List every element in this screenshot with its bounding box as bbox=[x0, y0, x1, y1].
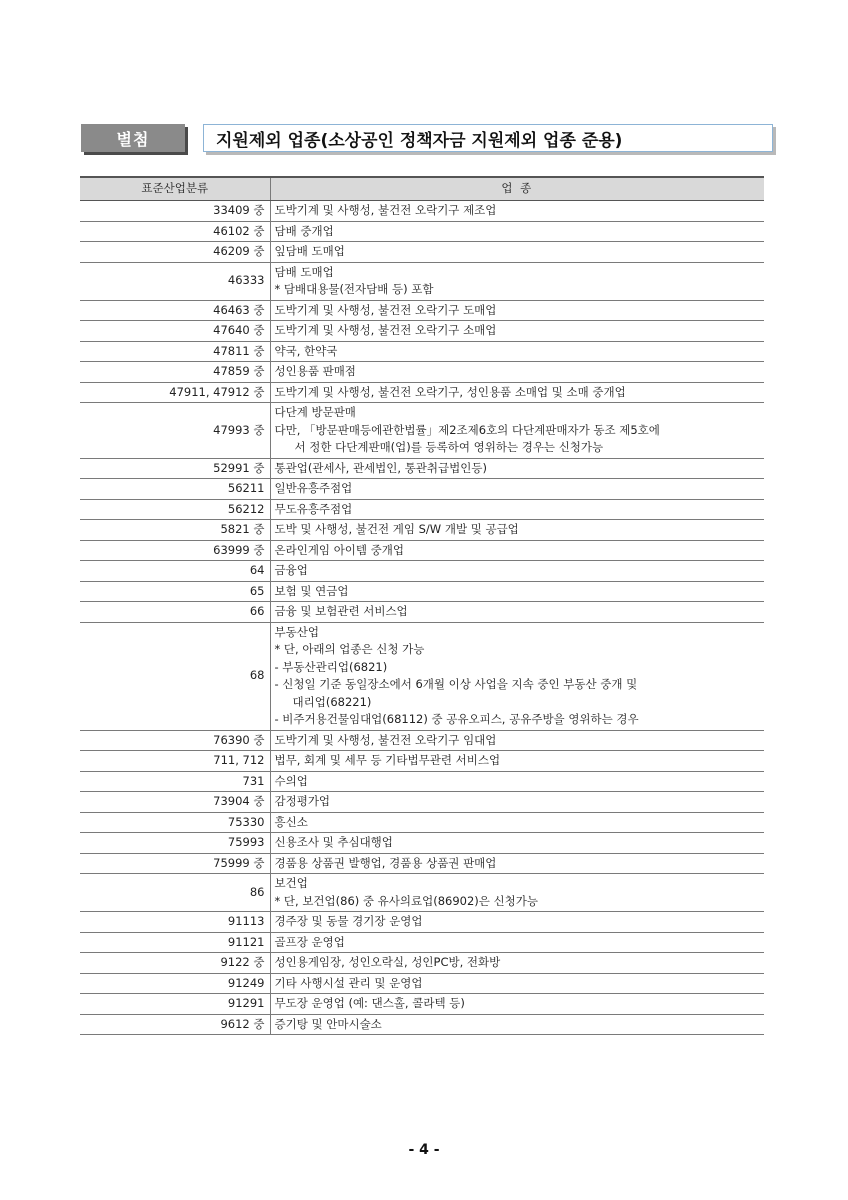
industry-code: 46333 bbox=[80, 262, 270, 300]
industry-code: 91113 bbox=[80, 912, 270, 933]
industry-code: 5821 중 bbox=[80, 520, 270, 541]
table-row bbox=[80, 403, 764, 459]
industry-description bbox=[270, 751, 764, 772]
industry-line: 담배 중개업 bbox=[274, 223, 334, 238]
excluded-industries-table bbox=[80, 176, 764, 1035]
industry-line: 금융업 bbox=[274, 563, 308, 577]
industry-description bbox=[270, 458, 764, 479]
table-row bbox=[80, 382, 764, 403]
industry-code: 46102 중 bbox=[80, 221, 270, 242]
table-row bbox=[80, 221, 764, 242]
industry-description bbox=[270, 812, 764, 833]
industry-code: 91249 bbox=[80, 973, 270, 994]
industry-code: 91291 bbox=[80, 994, 270, 1015]
table-row bbox=[80, 321, 764, 342]
industry-description bbox=[270, 201, 764, 222]
industry-description bbox=[270, 730, 764, 751]
industry-code: 47640 중 bbox=[80, 321, 270, 342]
industry-code: 9612 중 bbox=[80, 1014, 270, 1035]
industry-line: * 담배대용물(전자담배 등) 포함 bbox=[274, 282, 434, 296]
table-row bbox=[80, 912, 764, 933]
industry-line: 증기탕 및 안마시술소 bbox=[274, 1016, 382, 1031]
industry-description bbox=[270, 321, 764, 342]
industry-description bbox=[270, 771, 764, 792]
industry-description bbox=[270, 499, 764, 520]
industry-code: 52991 중 bbox=[80, 458, 270, 479]
industry-description bbox=[270, 932, 764, 953]
industry-description bbox=[270, 262, 764, 300]
industry-description bbox=[270, 382, 764, 403]
industry-line: 신용조사 및 추심대행업 bbox=[274, 835, 393, 849]
industry-line: 도박 및 사행성, 불건전 게임 S/W 개발 및 공급업 bbox=[274, 522, 519, 536]
industry-description bbox=[270, 300, 764, 321]
document-title: 지원제외 업종(소상공인 정책자금 지원제외 업종 준용) bbox=[203, 124, 773, 152]
table-row bbox=[80, 874, 764, 912]
industry-line: 성인용품 판매점 bbox=[274, 364, 356, 378]
industry-line: 성인용게임장, 성인오락실, 성인PC방, 전화방 bbox=[274, 955, 501, 969]
industry-line: 온라인게임 아이템 중개업 bbox=[274, 542, 405, 557]
industry-code: 47993 중 bbox=[80, 403, 270, 459]
industry-code: 47859 중 bbox=[80, 362, 270, 383]
industry-line: 부동산업 bbox=[274, 624, 319, 639]
industry-description bbox=[270, 403, 764, 459]
table-body bbox=[80, 201, 764, 1035]
industry-code: 66 bbox=[80, 602, 270, 623]
industry-line: 법무, 회계 및 세무 등 기타법무관련 서비스업 bbox=[274, 753, 501, 767]
page-number: - 4 - bbox=[408, 1142, 440, 1158]
table-row bbox=[80, 540, 764, 561]
industry-line: 경품용 상품권 발행업, 경품용 상품권 판매업 bbox=[274, 855, 497, 870]
table-row bbox=[80, 262, 764, 300]
industry-description bbox=[270, 540, 764, 561]
table-row bbox=[80, 581, 764, 602]
appendix-header bbox=[81, 124, 773, 154]
industry-code: 75330 bbox=[80, 812, 270, 833]
industry-line: - 부동산관리업(6821) bbox=[274, 659, 388, 674]
industry-line: 금융 및 보험관련 서비스업 bbox=[274, 604, 408, 618]
table-row bbox=[80, 458, 764, 479]
industry-code: 711, 712 bbox=[80, 751, 270, 772]
table-row bbox=[80, 994, 764, 1015]
industry-line: 다단계 방문판매 bbox=[274, 405, 356, 419]
industry-code: 47811 중 bbox=[80, 341, 270, 362]
industry-line: 도박기계 및 사행성, 불건전 오락기구 도매업 bbox=[274, 302, 497, 317]
table-row bbox=[80, 812, 764, 833]
industry-line: 도박기계 및 사행성, 불건전 오락기구, 성인용품 소매업 및 소매 중개업 bbox=[274, 384, 626, 399]
table-row bbox=[80, 561, 764, 582]
industry-description bbox=[270, 833, 764, 854]
industry-line: 경주장 및 동물 경기장 운영업 bbox=[274, 914, 423, 928]
table-row bbox=[80, 1014, 764, 1035]
industry-code: 46463 중 bbox=[80, 300, 270, 321]
industry-description bbox=[270, 479, 764, 500]
industry-line: 무도유흥주점업 bbox=[274, 501, 353, 516]
industry-description bbox=[270, 912, 764, 933]
industry-code: 56212 bbox=[80, 499, 270, 520]
industry-line: 대리업(68221) bbox=[292, 694, 372, 709]
industry-code: 76390 중 bbox=[80, 730, 270, 751]
industry-description bbox=[270, 602, 764, 623]
industry-code: 56211 bbox=[80, 479, 270, 500]
industry-description bbox=[270, 622, 764, 730]
table-row bbox=[80, 499, 764, 520]
table-row bbox=[80, 602, 764, 623]
table-row bbox=[80, 730, 764, 751]
industry-line: 통관업(관세사, 관세법인, 통관취급법인등) bbox=[274, 460, 487, 475]
industry-description bbox=[270, 561, 764, 582]
industry-line: - 신청일 기준 동일장소에서 6개월 이상 사업을 지속 중인 부동산 중개 및 bbox=[274, 677, 638, 691]
column-header-code: 표준산업분류 bbox=[80, 177, 270, 201]
industry-code: 9122 중 bbox=[80, 953, 270, 974]
industry-description bbox=[270, 221, 764, 242]
industry-description bbox=[270, 853, 764, 874]
table-row bbox=[80, 771, 764, 792]
table-row bbox=[80, 751, 764, 772]
industry-description bbox=[270, 874, 764, 912]
industry-code: 64 bbox=[80, 561, 270, 582]
table-row bbox=[80, 201, 764, 222]
industry-line: 담배 도매업 bbox=[274, 264, 334, 279]
industry-code: 75999 중 bbox=[80, 853, 270, 874]
industry-line: - 비주거용건물임대업(68112) 중 공유오피스, 공유주방을 영위하는 경우 bbox=[274, 712, 639, 726]
table-row bbox=[80, 362, 764, 383]
table-row bbox=[80, 833, 764, 854]
industry-line: 서 정한 다단계판매(업)를 등록하여 영위하는 경우는 신청가능 bbox=[294, 440, 604, 454]
industry-line: 수의업 bbox=[274, 773, 308, 788]
industry-description bbox=[270, 362, 764, 383]
industry-description bbox=[270, 242, 764, 263]
industry-line: 무도장 운영업 (예: 댄스홀, 콜라텍 등) bbox=[274, 996, 465, 1010]
industry-line: 다만, 「방문판매등에관한법률」제2조제6호의 다단계판매자가 동조 제5호에 bbox=[274, 422, 660, 437]
table-row bbox=[80, 479, 764, 500]
industry-code: 33409 중 bbox=[80, 201, 270, 222]
industry-description bbox=[270, 341, 764, 362]
table-row bbox=[80, 953, 764, 974]
appendix-badge: 별첨 bbox=[81, 124, 185, 152]
industry-line: 도박기계 및 사행성, 불건전 오락기구 임대업 bbox=[274, 732, 497, 747]
industry-code: 75993 bbox=[80, 833, 270, 854]
industry-description bbox=[270, 953, 764, 974]
table-row bbox=[80, 242, 764, 263]
column-header-industry: 업 종 bbox=[270, 177, 764, 201]
industry-code: 68 bbox=[80, 622, 270, 730]
table-header-row bbox=[80, 177, 764, 201]
industry-description bbox=[270, 520, 764, 541]
industry-line: 일반유흥주점업 bbox=[274, 481, 353, 495]
industry-line: 약국, 한약국 bbox=[274, 343, 338, 358]
industry-code: 86 bbox=[80, 874, 270, 912]
table-row bbox=[80, 520, 764, 541]
table-row bbox=[80, 622, 764, 730]
industry-description bbox=[270, 994, 764, 1015]
industry-code: 65 bbox=[80, 581, 270, 602]
table-row bbox=[80, 853, 764, 874]
industry-line: 보건업 bbox=[274, 876, 308, 890]
table-row bbox=[80, 973, 764, 994]
table-row bbox=[80, 792, 764, 813]
industry-line: * 단, 보건업(86) 중 유사의료업(86902)은 신청가능 bbox=[274, 893, 538, 908]
industry-description bbox=[270, 581, 764, 602]
industry-line: 도박기계 및 사행성, 불건전 오락기구 제조업 bbox=[274, 203, 497, 217]
table-row bbox=[80, 341, 764, 362]
industry-line: 골프장 운영업 bbox=[274, 934, 345, 949]
industry-line: 잎담배 도매업 bbox=[274, 244, 345, 258]
industry-code: 91121 bbox=[80, 932, 270, 953]
table-row bbox=[80, 300, 764, 321]
industry-description bbox=[270, 1014, 764, 1035]
industry-line: 도박기계 및 사행성, 불건전 오락기구 소매업 bbox=[274, 323, 497, 337]
industry-code: 731 bbox=[80, 771, 270, 792]
industry-description bbox=[270, 973, 764, 994]
table-row bbox=[80, 932, 764, 953]
industry-line: 기타 사행시설 관리 및 운영업 bbox=[274, 975, 423, 990]
industry-line: 감정평가업 bbox=[274, 794, 331, 808]
industry-line: 보험 및 연금업 bbox=[274, 583, 349, 598]
industry-code: 73904 중 bbox=[80, 792, 270, 813]
industry-code: 47911, 47912 중 bbox=[80, 382, 270, 403]
industry-line: * 단, 아래의 업종은 신청 가능 bbox=[274, 642, 425, 656]
industry-code: 63999 중 bbox=[80, 540, 270, 561]
industry-line: 흥신소 bbox=[274, 814, 308, 829]
industry-code: 46209 중 bbox=[80, 242, 270, 263]
industry-description bbox=[270, 792, 764, 813]
